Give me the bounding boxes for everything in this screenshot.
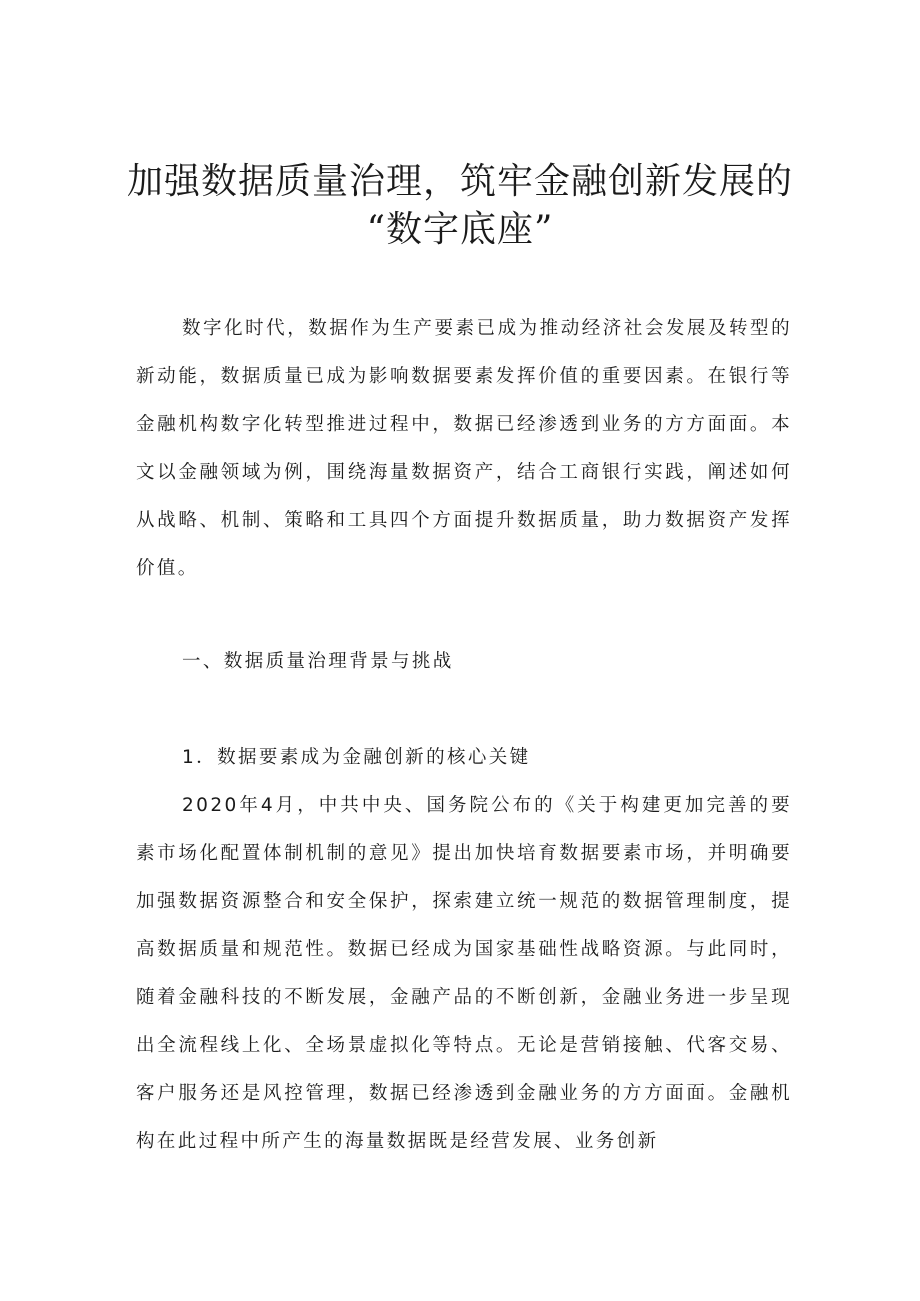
section-heading: 一、数据质量治理背景与挑战 [182,651,454,672]
subsection-heading-block [136,734,792,782]
section-heading-block [136,638,792,686]
document-title-line-2: “数字底座” [366,209,554,250]
intro-section [136,305,792,593]
intro-paragraph: 数字化时代，数据作为生产要素已成为推动经济社会发展及转型的新动能，数据质量已成为影响数据要素发挥价值的重要因素。在银行等金融机构数字化转型推进过程中，数据已经渗透到业务的方方面面。本文以金融领域为例，围绕海量数据资产，结合工商银行实践，阐述如何从战略、机制、策略和工具四个方面提升数据质量，助力数据资产发挥价值。 [136,318,792,579]
body-paragraph: 2020年4月，中共中央、国务院公布的《关于构建更加完善的要素市场化配置体制机制的意见》提出加快培育数据要素市场，并明确要加强数据资源整合和安全保护，探索建立统一规范的数据管理制度，提高数据质量和规范性。数据已经成为国家基础性战略资源。与此同时，随着金融科技的不断发展，金融产品的不断创新，金融业务进一步呈现出全流程线上化、全场景虚拟化等特点。无论是营销接触、代客交易、客户服务还是风控管理，数据已经渗透到金融业务的方方面面。金融机构在此过程中所产生的海量数据既是经营发展、业务创新 [136,795,792,1152]
body-section [136,782,792,1166]
document-title-line-1: 加强数据质量治理，筑牢金融创新发展的 [126,161,793,202]
subsection-heading: 1．数据要素成为金融创新的核心关键 [182,747,531,768]
